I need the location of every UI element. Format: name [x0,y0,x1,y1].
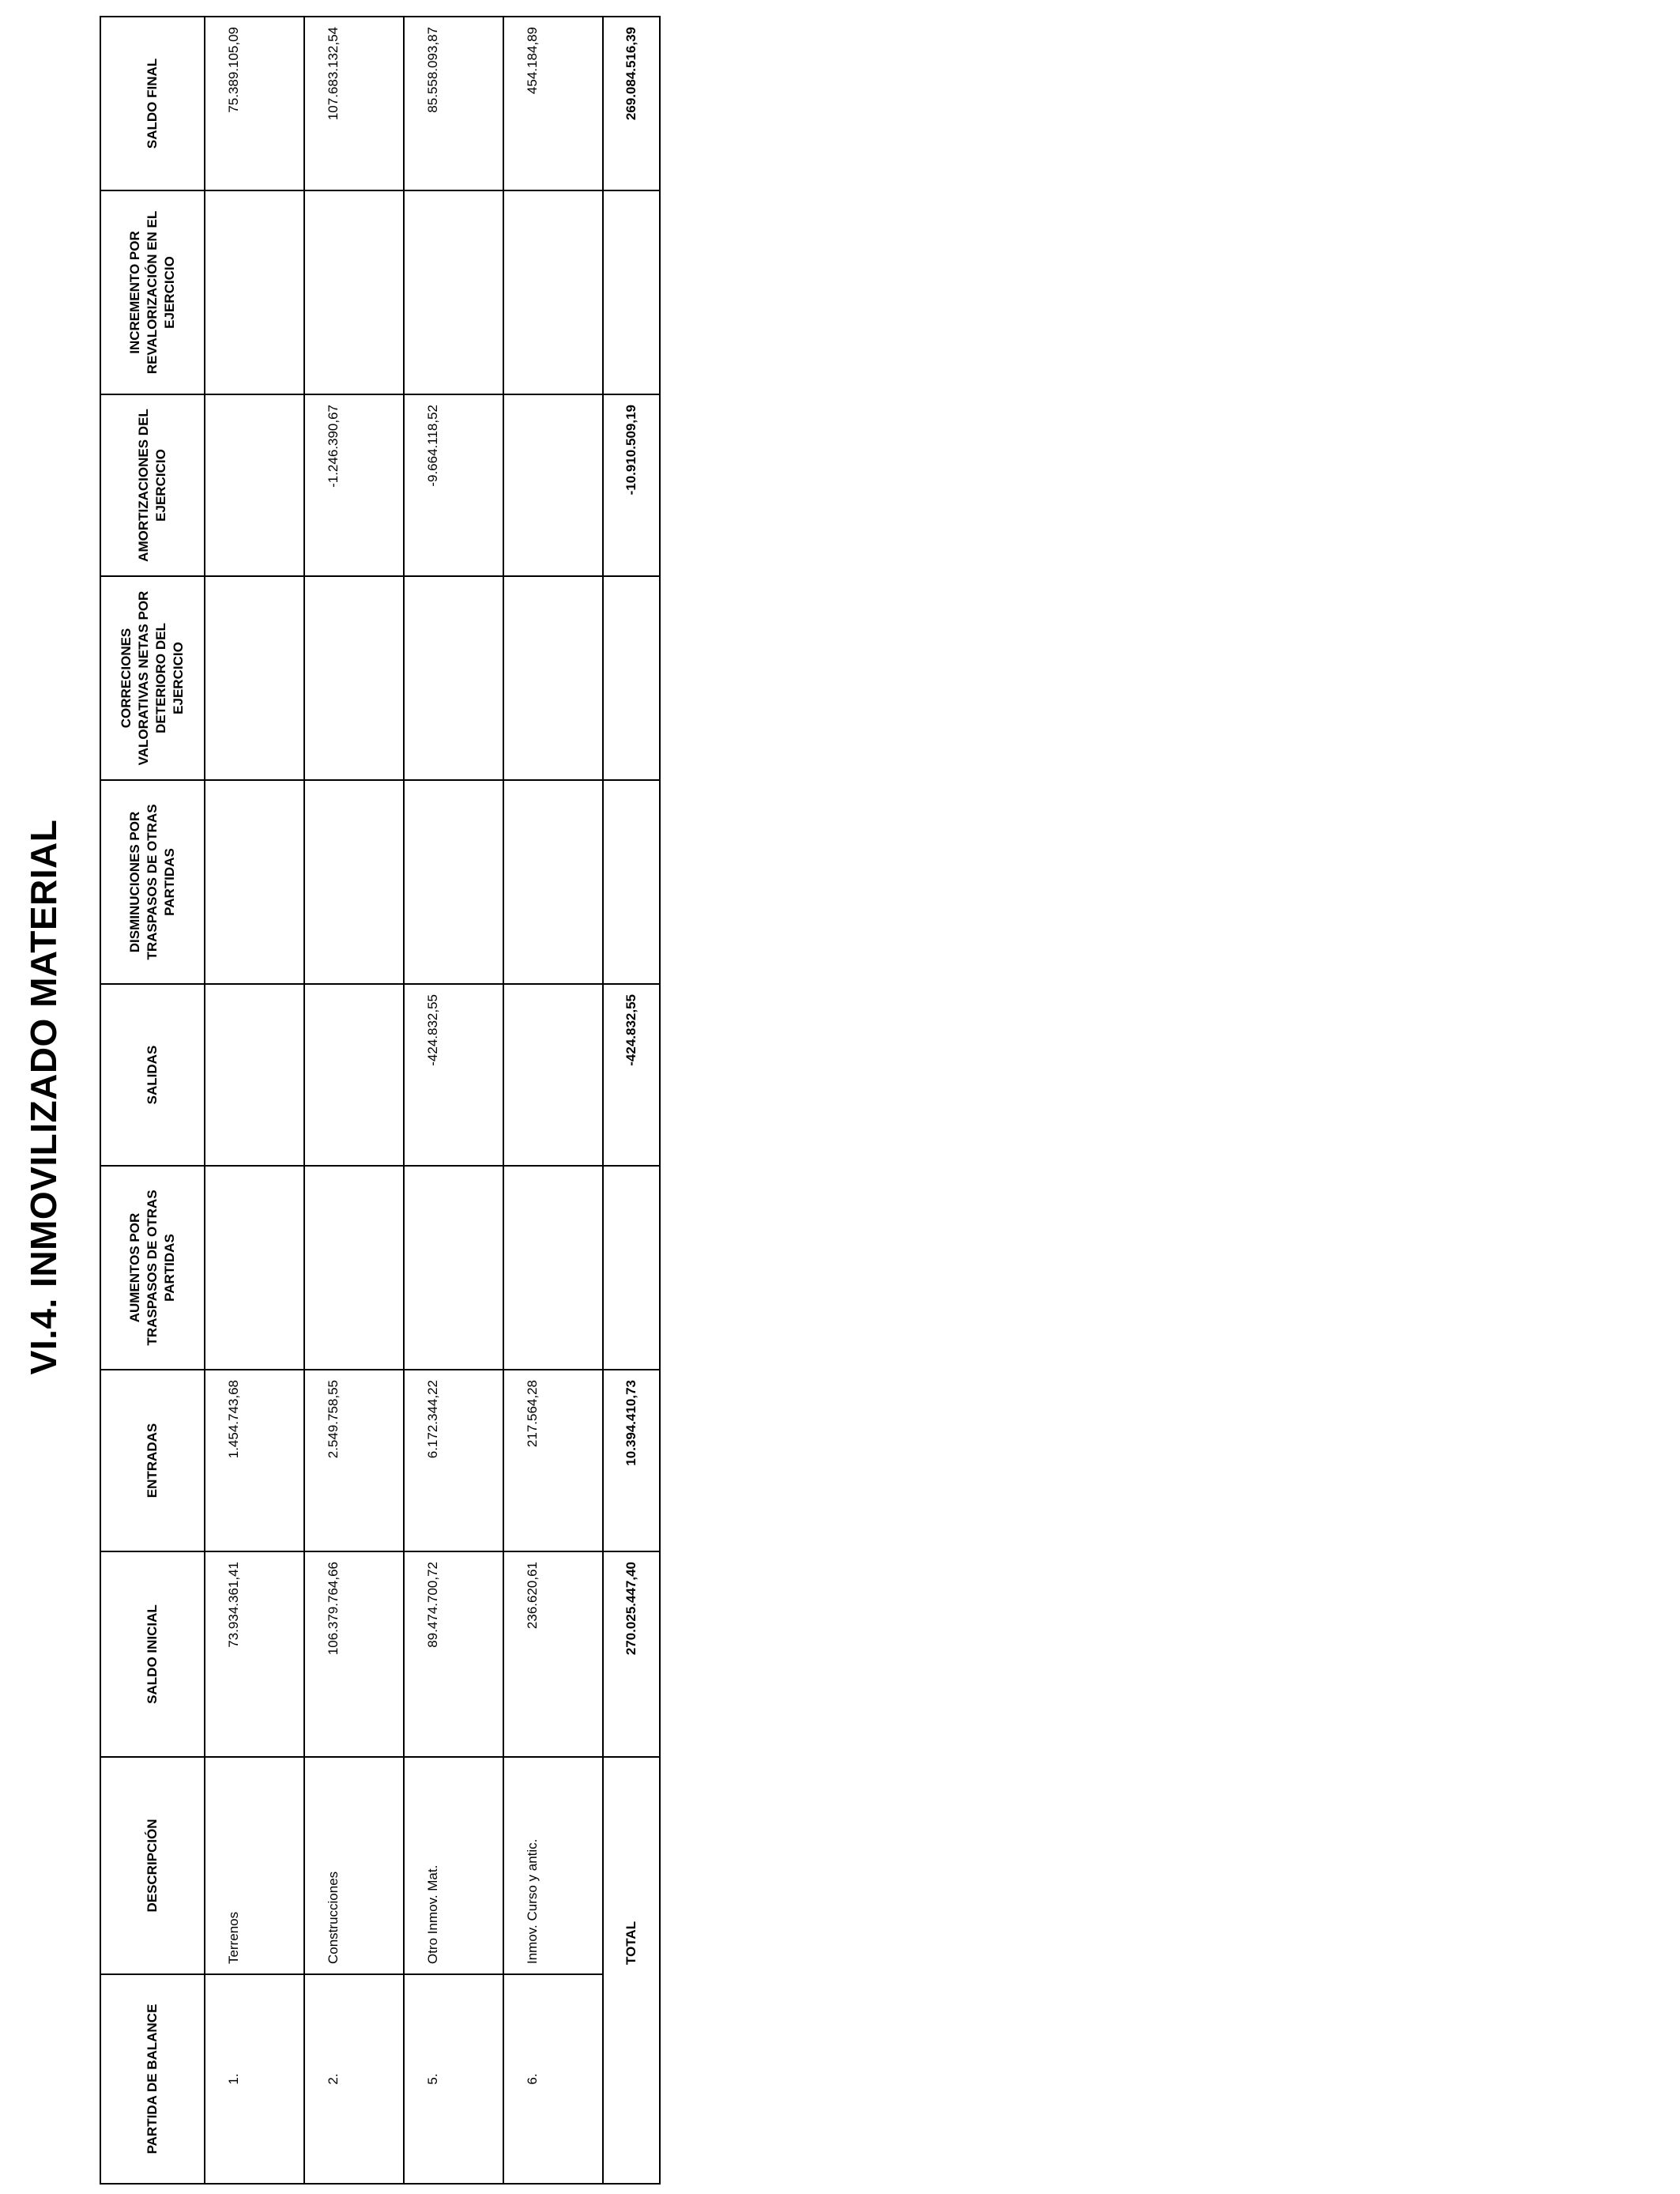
cell-partida: 5. [404,1974,503,2184]
table-row [503,17,603,2184]
col-header-salidas: SALIDAS [100,984,205,1166]
inmovilizado-table [100,16,661,2185]
cell-amortizaciones: -1.246.390,67 [304,394,404,576]
cell-saldo-inicial: 106.379.764,66 [304,1551,404,1757]
cell-descripcion: Terrenos [205,1757,304,1974]
cell-disminuciones [304,780,404,984]
col-header-entradas: ENTRADAS [100,1370,205,1551]
col-header-amortizaciones: AMORTIZACIONES DEL EJERCICIO [100,394,205,576]
cell-entradas: 2.549.758,55 [304,1370,404,1551]
table-row [304,17,404,2184]
total-saldo-inicial: 270.025.447,40 [603,1551,660,1757]
col-header-correcciones: CORRECIONES VALORATIVAS NETAS POR DETERIORO DEL EJERCICIO [100,576,205,780]
cell-correcciones [205,576,304,780]
cell-salidas [503,984,603,1166]
cell-saldo-inicial: 73.934.361,41 [205,1551,304,1757]
cell-salidas: -424.832,55 [404,984,503,1166]
cell-entradas: 1.454.743,68 [205,1370,304,1551]
cell-correcciones [304,576,404,780]
table-row [205,17,304,2184]
cell-aumentos [404,1166,503,1370]
col-header-descripcion: DESCRIPCIÓN [100,1757,205,1974]
col-header-disminuciones: DISMINUCIONES POR TRASPASOS DE OTRAS PARTIDAS [100,780,205,984]
cell-correcciones [404,576,503,780]
cell-descripcion: Inmov. Curso y antic. [503,1757,603,1974]
cell-saldo-final: 454.184,89 [503,17,603,190]
cell-entradas: 217.564,28 [503,1370,603,1551]
cell-amortizaciones [503,394,603,576]
page-title: VI.4. INMOVILIZADO MATERIAL [23,819,64,1375]
total-label: TOTAL [603,1757,660,1974]
cell-salidas [205,984,304,1166]
cell-entradas: 6.172.344,22 [404,1370,503,1551]
cell-saldo-final: 85.558.093,87 [404,17,503,190]
cell-aumentos [304,1166,404,1370]
table-header-row [100,17,205,2184]
cell-disminuciones [205,780,304,984]
cell-saldo-final: 75.389.105,09 [205,17,304,190]
cell-saldo-final: 107.683.132,54 [304,17,404,190]
cell-salidas [304,984,404,1166]
total-aumentos [603,1166,660,1370]
cell-amortizaciones [205,394,304,576]
cell-incremento [503,190,603,394]
col-header-saldo-final: SALDO FINAL [100,17,205,190]
cell-amortizaciones: -9.664.118,52 [404,394,503,576]
col-header-partida: PARTIDA DE BALANCE [100,1974,205,2184]
cell-descripcion: Otro Inmov. Mat. [404,1757,503,1974]
cell-incremento [404,190,503,394]
total-cell-partida [603,1974,660,2184]
cell-descripcion: Construcciones [304,1757,404,1974]
total-salidas: -424.832,55 [603,984,660,1166]
col-header-aumentos: AUMENTOS POR TRASPASOS DE OTRAS PARTIDAS [100,1166,205,1370]
cell-saldo-inicial: 236.620,61 [503,1551,603,1757]
total-correcciones [603,576,660,780]
col-header-incremento: INCREMENTO POR REVALORIZACIÓN EN EL EJERCICIO [100,190,205,394]
table-row [404,17,503,2184]
total-entradas: 10.394.410,73 [603,1370,660,1551]
total-disminuciones [603,780,660,984]
cell-disminuciones [404,780,503,984]
total-incremento [603,190,660,394]
cell-saldo-inicial: 89.474.700,72 [404,1551,503,1757]
table-total-row [603,17,660,2184]
cell-correcciones [503,576,603,780]
total-amortizaciones: -10.910.509,19 [603,394,660,576]
cell-partida: 1. [205,1974,304,2184]
cell-partida: 6. [503,1974,603,2184]
cell-incremento [205,190,304,394]
col-header-saldo-inicial: SALDO INICIAL [100,1551,205,1757]
cell-disminuciones [503,780,603,984]
cell-partida: 2. [304,1974,404,2184]
total-saldo-final: 269.084.516,39 [603,17,660,190]
cell-incremento [304,190,404,394]
cell-aumentos [205,1166,304,1370]
cell-aumentos [503,1166,603,1370]
